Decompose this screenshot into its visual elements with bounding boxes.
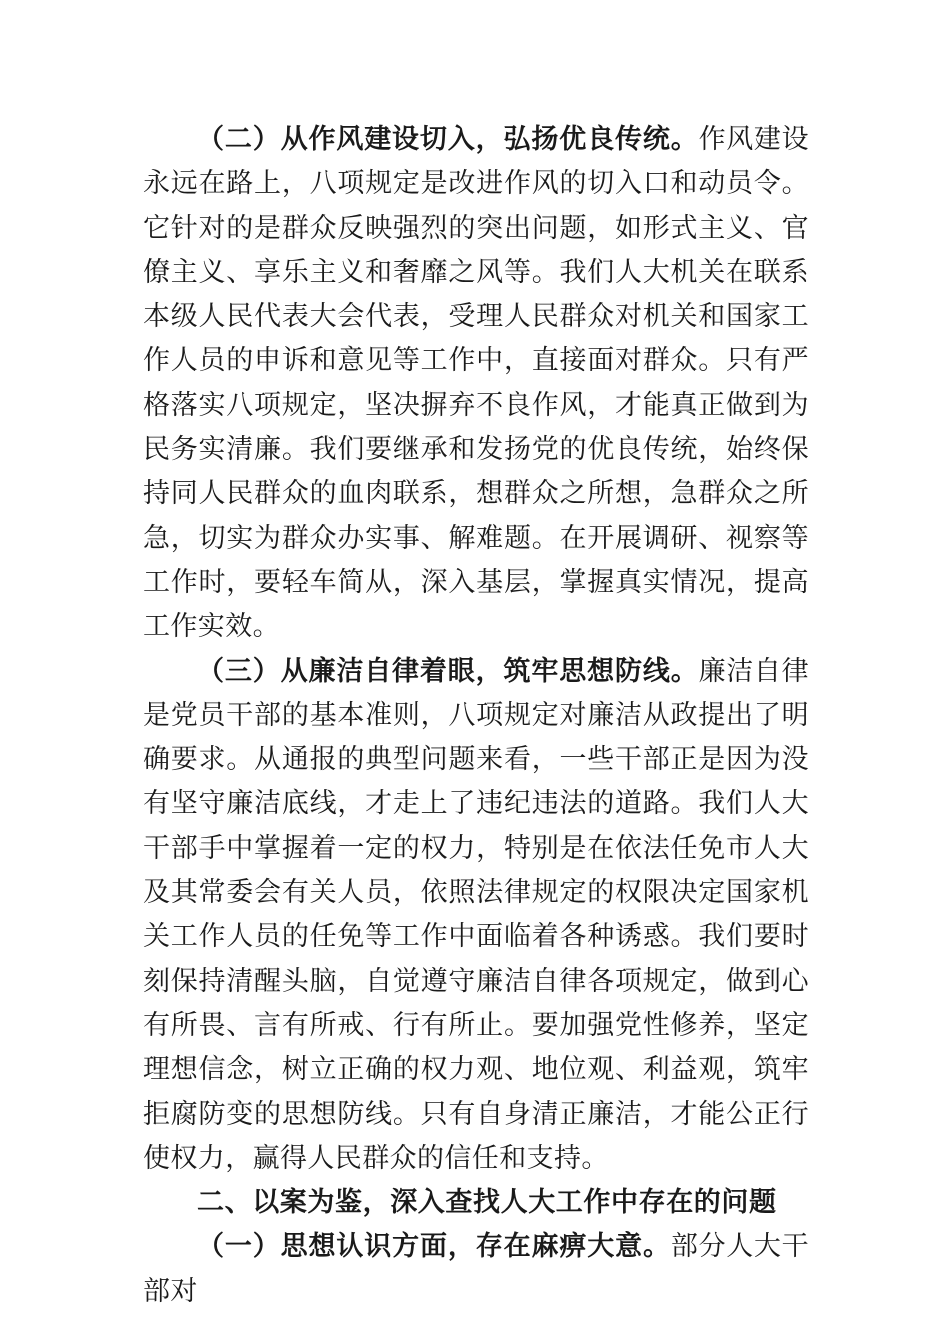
paragraph-text: 部分人大干部对 xyxy=(143,1231,810,1307)
paragraph-lead: （二）从作风建设切入，弘扬优良传统。 xyxy=(197,124,699,155)
paragraph-text: 作风建设永远在路上，八项规定是改进作风的切入口和动员令。它针对的是群众反映强烈的突出问题，如形式主义、官僚主义、享乐主义和奢靡之风等。我们人大机关在联系本级人民代表大会代表，受理人民群众对机关和国家工作人员的申诉和意见等工作中，直接面对群众。只有严格落实八项规定，坚决摒弃不良作风，才能真正做到为民务实清廉。我们要继承和发扬党的优良传统，始终保持同人民群众的血肉联系，想群众之所想，急群众之所急，切实为群众办实事、解难题。在开展调研、视察等工作时，要轻车简从，深入基层，掌握真实情况，提高工作实效。 xyxy=(143,124,809,643)
paragraph-lead: （三）从廉洁自律着眼，筑牢思想防线。 xyxy=(197,655,699,687)
paragraph-lead: （一）思想认识方面，存在麻痹大意。 xyxy=(197,1231,671,1263)
paragraph-text: 廉洁自律是党员干部的基本准则，八项规定对廉洁从政提出了明确要求。从通报的典型问题来看，一些干部正是因为没有坚守廉洁底线，才走上了违纪违法的道路。我们人大干部手中掌握着一定的权力，特别是在依法任免市人大及其常委会有关人员，依照法律规定的权限决定国家机关工作人员的任免等工作中面临着各种诱惑。我们要时刻保持清醒头脑，自觉遵守廉洁自律各项规定，做到心有所畏、言有所戒、行有所止。要加强党性修养，坚定理想信念，树立正确的权力观、地位观、利益观，筑牢拒腐防变的思想防线。只有自身清正廉洁，才能公正行使权力，赢得人民群众的信任和支持。 xyxy=(143,655,809,1174)
paragraph-style-building xyxy=(143,118,809,650)
document-body xyxy=(143,118,809,1314)
paragraph-ideological-awareness xyxy=(143,1225,809,1314)
paragraph-integrity xyxy=(143,650,809,1182)
section-heading: 二、以案为鉴，深入查找人大工作中存在的问题 xyxy=(197,1187,777,1219)
